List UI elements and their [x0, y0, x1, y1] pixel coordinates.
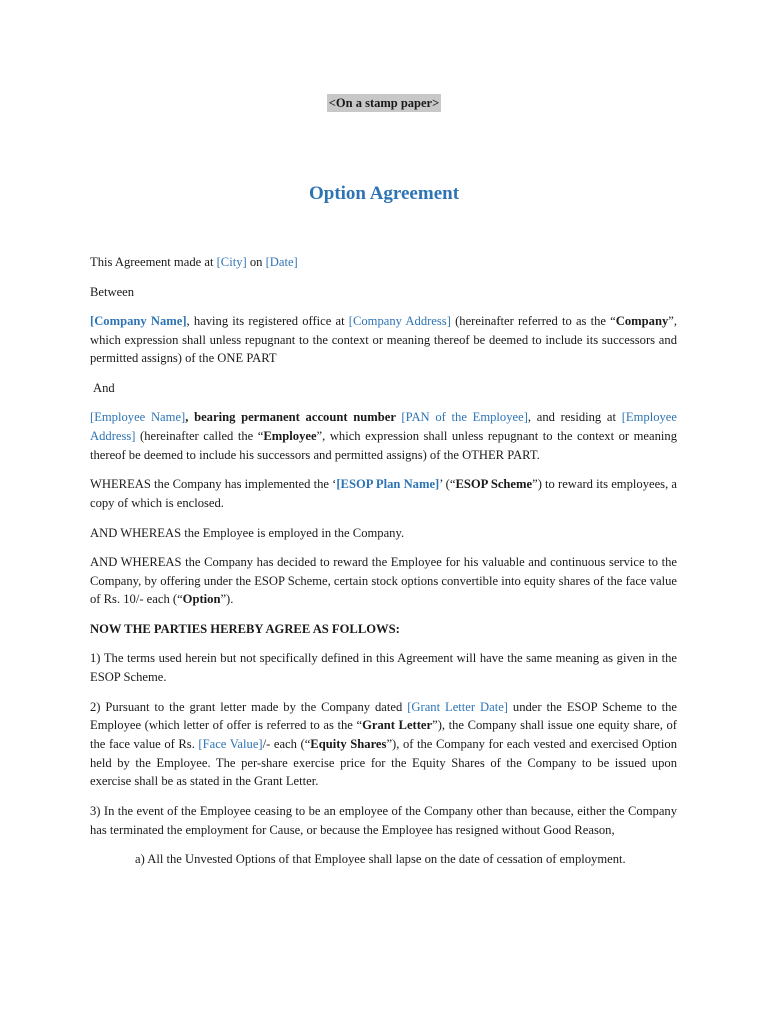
clause2-text-4: /- each (“ — [262, 737, 311, 752]
company-party-text-3: ”, which expression shall unless repugnant to the context or meaning thereof be deemed to include its successors and permitted assigns) of the ONE PART — [90, 314, 678, 366]
esop-scheme-defined-term: ESOP Scheme — [455, 477, 533, 492]
intro-paragraph — [90, 253, 677, 272]
whereas3-text-1: AND WHEREAS the Company has decided to reward the Employee for his valuable and continuous service to the Company, by offering under the ESOP Scheme, certain stock options convertible into equity shares of the face value of Rs. 10/- each (“ — [90, 555, 677, 607]
company-defined-term: Company — [615, 314, 669, 328]
intro-text: This Agreement made at — [90, 255, 217, 269]
stamp-note-wrapper — [0, 94, 768, 112]
whereas1-text-3: ”) to reward its employees, a copy of which is enclosed. — [90, 477, 677, 511]
company-address-placeholder: [Company Address] — [348, 314, 451, 328]
document-title: Option Agreement — [308, 183, 460, 204]
employee-party-paragraph — [90, 408, 677, 464]
grant-letter-defined-term: Grant Letter — [362, 718, 433, 733]
whereas1-text-2: ’ (“ — [439, 477, 456, 492]
whereas1-text-1: WHEREAS the Company has implemented the ‘ — [90, 477, 337, 492]
stamp-note: <On a stamp paper> — [328, 96, 440, 110]
employee-party-text-3: (hereinafter called the “ — [135, 429, 264, 444]
grant-letter-date-placeholder: [Grant Letter Date] — [407, 699, 508, 714]
agree-heading: NOW THE PARTIES HEREBY AGREE AS FOLLOWS: — [90, 621, 400, 636]
whereas-paragraph-2: AND WHEREAS the Employee is employed in the Company. — [90, 525, 405, 540]
clause-1: 1) The terms used herein but not specifically defined in this Agreement will have the same meaning as given in the ESOP Scheme. — [90, 651, 677, 685]
company-party-paragraph — [90, 312, 677, 368]
employee-address-placeholder: [Employee Address] — [90, 410, 677, 444]
face-value-placeholder: [Face Value] — [198, 737, 263, 752]
employee-party-text-1: , bearing permanent account number — [185, 410, 402, 425]
pan-placeholder: [PAN of the Employee] — [401, 410, 528, 425]
clause-2 — [90, 698, 677, 792]
clause2-text-5: ”), of the Company for each vested and exercised Option held by the Employee. The per-share exercise price for the Equity Shares of the Company to be issued upon exercise shall be as stated in the Grant Letter. — [90, 737, 677, 789]
company-name-placeholder: [Company Name] — [90, 314, 187, 328]
company-party-text-2: (hereinafter referred to as the “ — [450, 314, 616, 328]
employee-party-text-4: ”, which expression shall unless repugnant to the context or meaning thereof be deemed to include his successors and permitted assigns) of the OTHER PART. — [90, 429, 678, 462]
city-placeholder: [City] — [216, 255, 247, 269]
esop-plan-name-placeholder: [ESOP Plan Name] — [336, 477, 440, 492]
company-party-text-1: , having its registered office at — [186, 314, 349, 328]
option-defined-term: Option — [182, 592, 221, 607]
whereas-paragraph-1 — [90, 475, 677, 512]
between-label: Between — [90, 284, 135, 299]
employee-party-text-2: , and residing at — [527, 410, 622, 425]
agreement-body — [90, 253, 677, 880]
whereas-paragraph-3 — [90, 553, 677, 609]
clause2-text-3: ”), the Company shall issue one equity share, of the face value of Rs. — [90, 718, 677, 752]
date-placeholder: [Date] — [265, 255, 298, 269]
clause-3: 3) In the event of the Employee ceasing to be an employee of the Company other than because, either the Company has terminated the employment for Cause, or because the Employee has resigned without Good Reason, — [90, 803, 677, 837]
clause-3a: a) All the Unvested Options of that Employee shall lapse on the date of cessation of employment. — [135, 852, 626, 867]
employee-defined-term: Employee — [263, 429, 317, 444]
and-label: And — [93, 380, 115, 395]
clause2-text-1: 2) Pursuant to the grant letter made by the Company dated — [90, 699, 408, 714]
employee-name-placeholder: [Employee Name] — [90, 410, 186, 425]
equity-shares-defined-term: Equity Shares — [310, 737, 387, 752]
intro-text-on: on — [246, 255, 266, 269]
clause2-text-2: under the ESOP Scheme to the Employee (which letter of offer is referred to as the “ — [90, 699, 677, 733]
whereas3-text-2: ”). — [220, 592, 234, 607]
